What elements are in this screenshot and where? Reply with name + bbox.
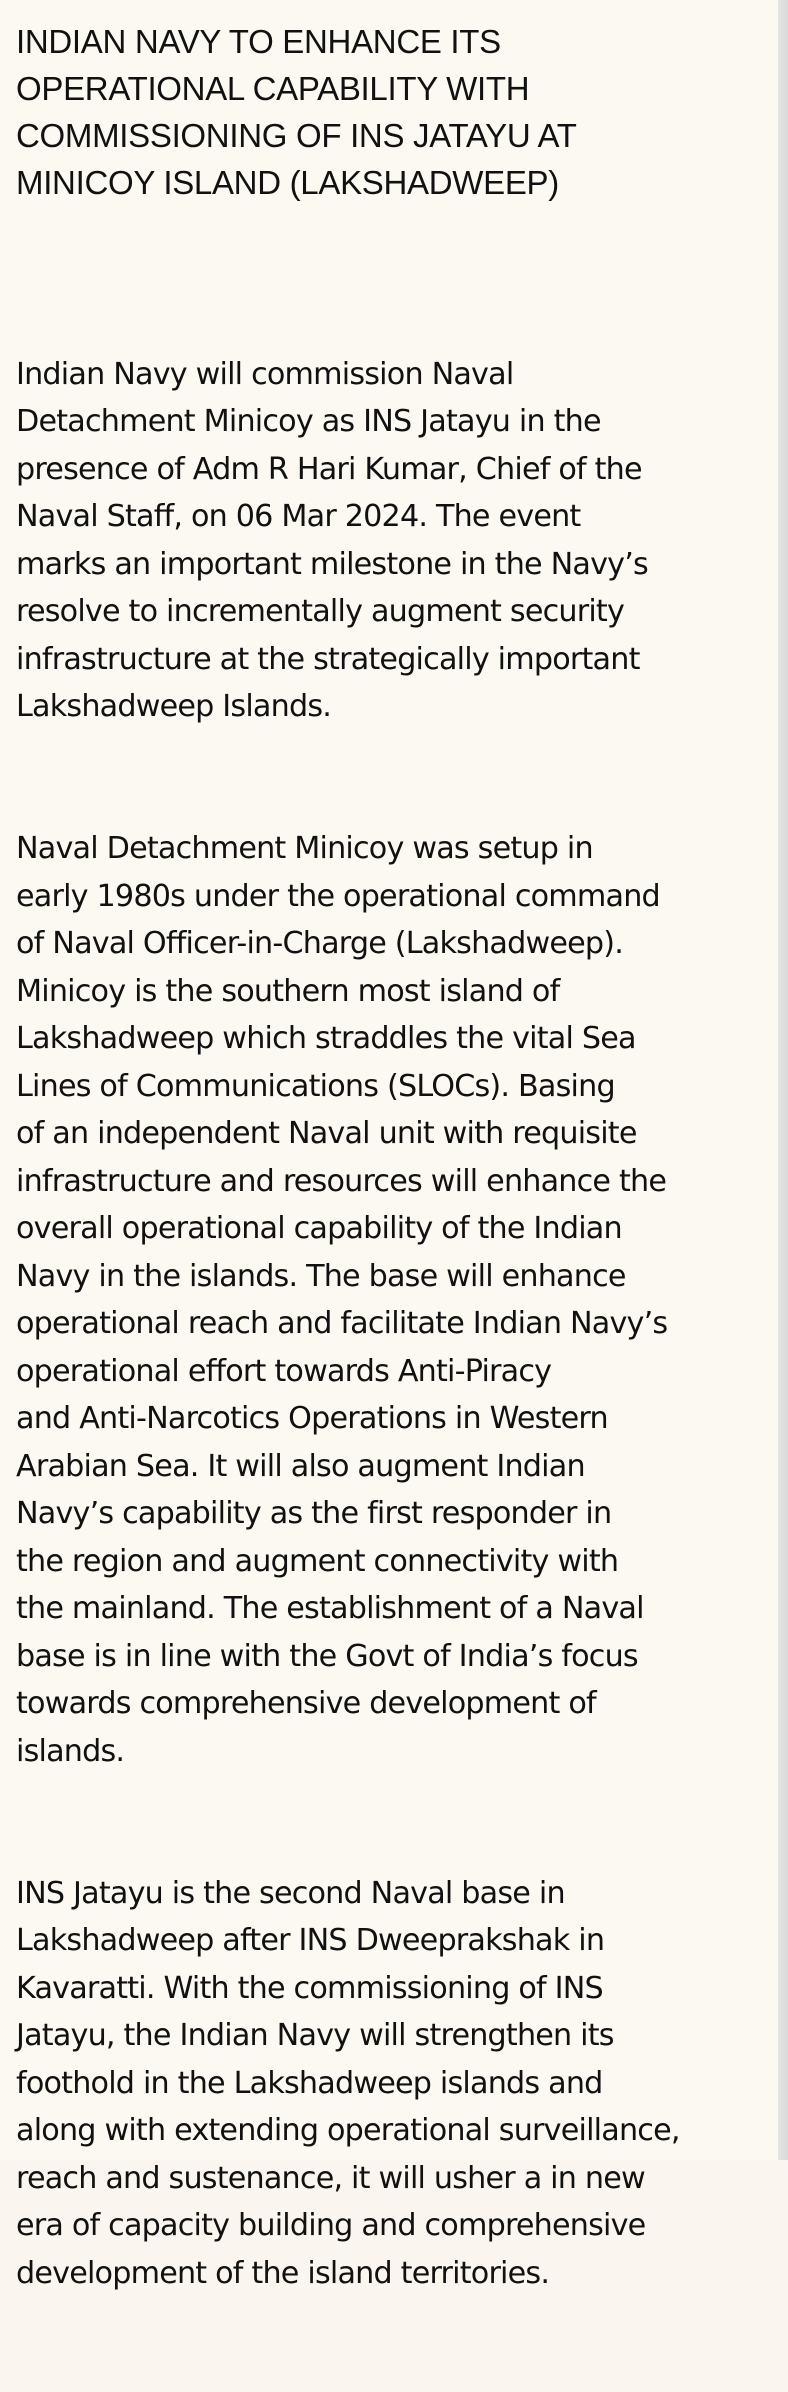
article [16,18,760,2392]
article-paragraph-1: Indian Navy will commission Naval Detachment Minicoy as INS Jatayu in the presence of Adm R Hari Kumar, Chief of the Naval Staff, on 06 Mar 2024. The event marks an important milestone in the Navy’s resolve to incrementally augment security infrastructure at the strategically important Lakshadweep Islands. [16,356,648,724]
article-paragraph-3: INS Jatayu is the second Naval base in Lakshadweep after INS Dweeprakshak in Kavaratti. With the commissioning of INS Jatayu, the Indian Navy will strengthen its foothold in the Lakshadweep islands and along with extending operational surveillance, reach and sustenance, it will usher a in new era of capacity building and comprehensive development of the island territories. [16,1875,680,2291]
scrollbar-gutter[interactable] [778,0,788,2160]
article-body [16,303,760,2392]
article-paragraph-2: Naval Detachment Minicoy was setup in early 1980s under the operational command of Naval Officer-in-Charge (Lakshadweep). Minicoy is the southern most island of Lakshadweep which straddles the vital Sea Lines of Communications (SLOCs). Basing of an independent Naval unit with requisite infrastructure and resources will enhance the overall operational capability of the Indian Navy in the islands. The base will enhance operational reach and facilitate Indian Navy’s operational effort towards Anti-Piracy and Anti-Narcotics Operations in Western Arabian Sea. It will also augment Indian Navy’s capability as the first responder in the region and augment connectivity with the mainland. The establishment of a Naval base is in line with the Govt of India’s focus towards comprehensive development of islands. [16,831,668,1769]
article-headline: INDIAN NAVY TO ENHANCE ITS OPERATIONAL CAPABILITY WITH COMMISSIONING OF INS JATAYU AT MINICOY ISLAND (LAKSHADWEEP) [16,23,577,201]
